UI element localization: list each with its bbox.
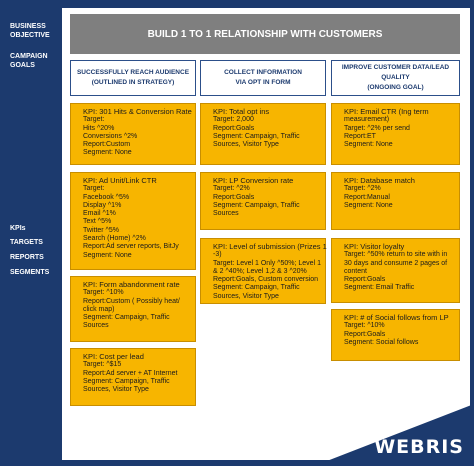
kpi-detail-line: Report:Goals xyxy=(213,124,255,132)
kpi-card-database-match xyxy=(331,172,460,230)
kpi-detail-line: Text ^5% xyxy=(83,218,112,226)
business-objective-banner: BUILD 1 TO 1 RELATIONSHIP WITH CUSTOMERS xyxy=(70,14,460,54)
kpi-detail-line: content xyxy=(344,267,367,275)
kpi-detail-line: Segment: Campaign, Traffic xyxy=(83,314,170,322)
kpi-detail-line: Segment: Campaign, Traffic xyxy=(213,201,300,209)
kpi-detail-line: Report:Custom xyxy=(83,141,131,149)
kpi-detail-line: Target: 2,000 xyxy=(213,116,254,124)
label-reports: REPORTS xyxy=(10,254,44,261)
kpi-detail-line: Email ^1% xyxy=(83,210,116,218)
label-kpis: KPIs xyxy=(10,225,26,232)
column-header-subtitle: VIA OPT IN FORM xyxy=(235,79,291,86)
kpi-detail-line: Report:Ad server reports, BitJy xyxy=(83,243,179,251)
kpi-title: KPI: Visitor loyalty xyxy=(344,242,405,251)
kpi-detail-line: Target: ^2% per send xyxy=(344,124,410,132)
label-targets: TARGETS xyxy=(10,239,43,246)
column-header-title: SUCCESSFULLY REACH AUDIENCE xyxy=(76,69,190,76)
kpi-detail-line: Report:ET xyxy=(344,132,376,140)
kpi-title: KPI: # of Social follows from LP xyxy=(344,313,449,322)
kpi-card-level-of-submission xyxy=(200,238,326,304)
kpi-card-lp-conversion xyxy=(200,172,326,230)
kpi-detail-line: Sources, Visitor Type xyxy=(213,292,279,300)
kpi-detail-line: Report:Manual xyxy=(344,193,390,201)
kpi-detail-line: Report:Goals, Custom conversion xyxy=(213,276,319,284)
column-header-subtitle: (ONGOING GOAL) xyxy=(367,84,424,91)
kpi-detail-line: Target: xyxy=(83,185,105,193)
kpi-detail-line: Segment: None xyxy=(344,141,393,149)
kpi-title: KPI: LP Conversion rate xyxy=(213,176,294,185)
kpi-detail-line: Target: ^10% xyxy=(83,289,124,297)
webris-logo: WEBRIS xyxy=(374,436,464,458)
kpi-card-social-follows xyxy=(331,309,460,361)
kpi-detail-line: 30 days and consume 2 pages of xyxy=(344,259,448,267)
kpi-detail-line: Sources, Visitor Type xyxy=(213,141,279,149)
kpi-detail-line: -3) xyxy=(213,251,222,259)
kpi-detail-line: Target: ^$15 xyxy=(83,361,122,369)
column-header-subtitle: (OUTLINED IN STRATEGY) xyxy=(91,79,175,86)
kpi-title: KPI: Level of submission (Prizes 1 xyxy=(213,242,327,251)
column-header-improve-data xyxy=(331,60,460,96)
kpi-detail-line: Facebook ^5% xyxy=(83,193,130,201)
kpi-detail-line: Target: ^2% xyxy=(213,185,250,193)
kpi-detail-line: Target: ^2% xyxy=(344,185,381,193)
kpi-detail-line: Hits ^20% xyxy=(83,124,115,132)
kpi-detail-line: Segment: None xyxy=(83,251,132,259)
kpi-detail-line: Report:Goals xyxy=(344,330,386,338)
kpi-detail-line: Sources xyxy=(83,322,109,330)
kpi-detail-line: Sources xyxy=(213,210,239,218)
column-header-title: COLLECT INFORMATION xyxy=(224,69,302,76)
kpi-detail-line: Target: xyxy=(83,116,105,124)
kpi-card-hits-conversion xyxy=(70,103,196,165)
kpi-title: KPI: Total opt ins xyxy=(213,107,270,116)
kpi-title: KPI: 301 Hits & Conversion Rate xyxy=(83,107,192,116)
kpi-title: KPI: Email CTR (Ing term xyxy=(344,107,429,116)
kpi-detail-line: Segment: Social follows xyxy=(344,338,419,346)
kpi-title: KPI: Database match xyxy=(344,176,415,185)
kpi-detail-line: Sources, Visitor Type xyxy=(83,386,149,394)
label-business-objective: BUSINESS OBJECTIVE xyxy=(10,23,50,39)
kpi-card-total-opt-ins xyxy=(200,103,326,165)
kpi-detail-line: click map) xyxy=(83,305,115,313)
label-campaign-goals: CAMPAIGN GOALS xyxy=(10,53,48,69)
column-header-reach-audience xyxy=(70,60,196,96)
label-segments: SEGMENTS xyxy=(10,269,50,276)
kpi-detail-line: Conversions ^2% xyxy=(83,132,138,140)
kpi-detail-line: Report:Custom ( Possibly heat/ xyxy=(83,297,180,305)
kpi-title: KPI: Form abandonment rate xyxy=(83,280,180,289)
column-header-collect-information xyxy=(200,60,326,96)
kpi-detail-line: & 2 ^40%; Level 1,2 & 3 ^20% xyxy=(213,267,307,275)
kpi-title: KPI: Cost per lead xyxy=(83,352,144,361)
kpi-detail-line: Display ^1% xyxy=(83,201,122,209)
kpi-detail-line: Segment: Campaign, Traffic xyxy=(213,132,300,140)
kpi-detail-line: Target: Level 1 Only ^50%; Level 1 xyxy=(213,259,321,267)
kpi-card-form-abandonment xyxy=(70,276,196,342)
kpi-detail-line: Report:Goals xyxy=(344,276,386,284)
kpi-detail-line: Segment: Campaign, Traffic xyxy=(83,377,170,385)
kpi-detail-line: Target: ^50% return to site with in xyxy=(344,251,448,259)
kpi-title: KPI: Ad Unit/Link CTR xyxy=(83,176,157,185)
kpi-card-email-ctr xyxy=(331,103,460,165)
kpi-card-ad-unit-ctr xyxy=(70,172,196,270)
kpi-detail-line: Segment: None xyxy=(344,201,393,209)
kpi-detail-line: Segment: None xyxy=(83,149,132,157)
kpi-detail-line: measurement) xyxy=(344,116,390,124)
kpi-detail-line: Segment: Email Traffic xyxy=(344,284,415,292)
kpi-detail-line: Report:Ad server + AT Internet xyxy=(83,369,178,377)
kpi-detail-line: Twitter ^5% xyxy=(83,226,119,234)
kpi-card-visitor-loyalty xyxy=(331,238,460,303)
kpi-detail-line: Target: ^10% xyxy=(344,322,385,330)
kpi-detail-line: Report:Goals xyxy=(213,193,255,201)
kpi-detail-line: Segment: Campaign, Traffic xyxy=(213,284,300,292)
kpi-detail-line: Search (Home) ^2% xyxy=(83,235,146,243)
column-header-title: IMPROVE CUSTOMER DATA/LEAD QUALITY xyxy=(341,64,450,81)
kpi-card-cost-per-lead xyxy=(70,348,196,406)
